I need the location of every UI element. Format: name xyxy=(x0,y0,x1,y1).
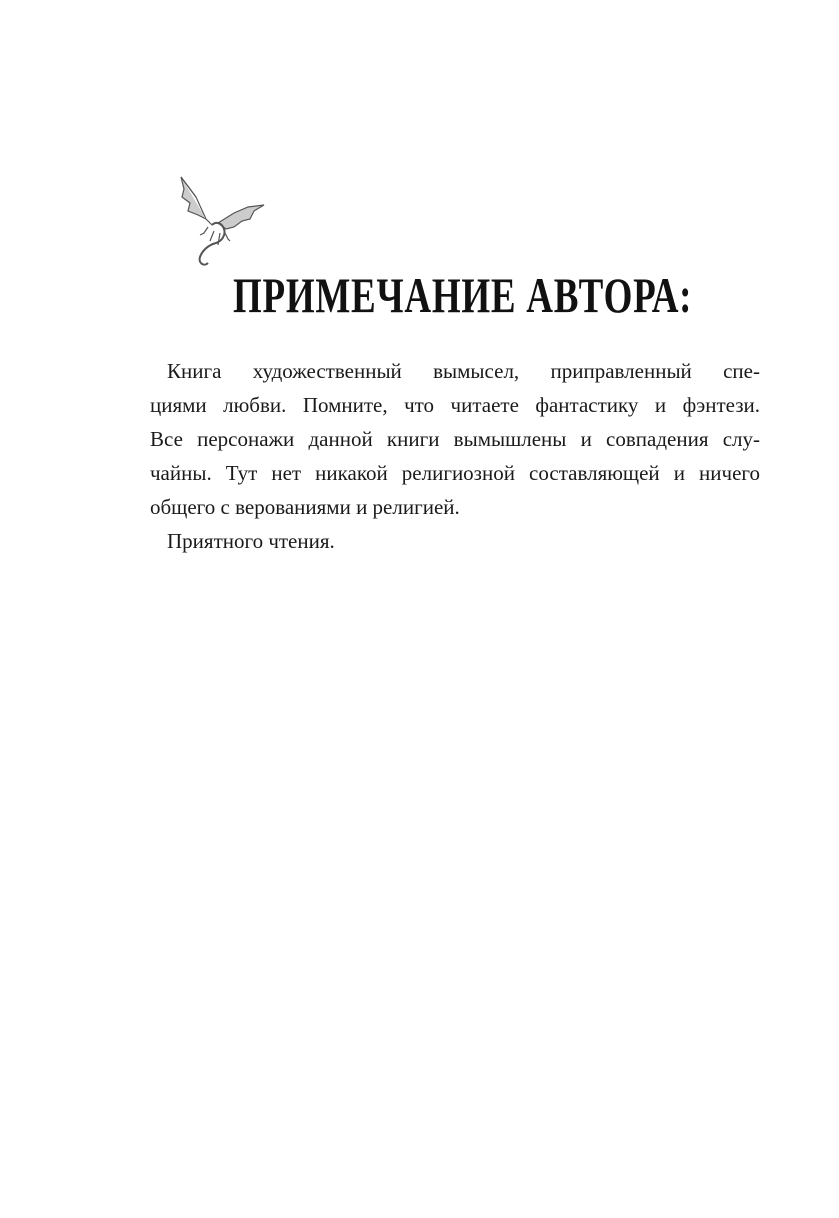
page-heading xyxy=(233,266,693,323)
dragon-illustration xyxy=(178,175,266,267)
heading-text: ПРИМЕЧАНИЕ АВТОРА: xyxy=(233,267,693,323)
paragraph-line: Книга художественный вымысел, приправленный спе- xyxy=(167,359,760,383)
paragraph-line: циями любви. Помните, что читаете фантастику и фэнтези. xyxy=(150,393,760,417)
author-note-body xyxy=(150,354,760,558)
paragraph-line: Все персонажи данной книги вымышлены и совпадения слу- xyxy=(150,427,760,451)
paragraph-line: чайны. Тут нет никакой религиозной составляющей и ничего xyxy=(150,461,760,485)
closing-line: Приятного чтения. xyxy=(167,529,335,553)
paragraph-line: общего с верованиями и религией. xyxy=(150,495,460,519)
